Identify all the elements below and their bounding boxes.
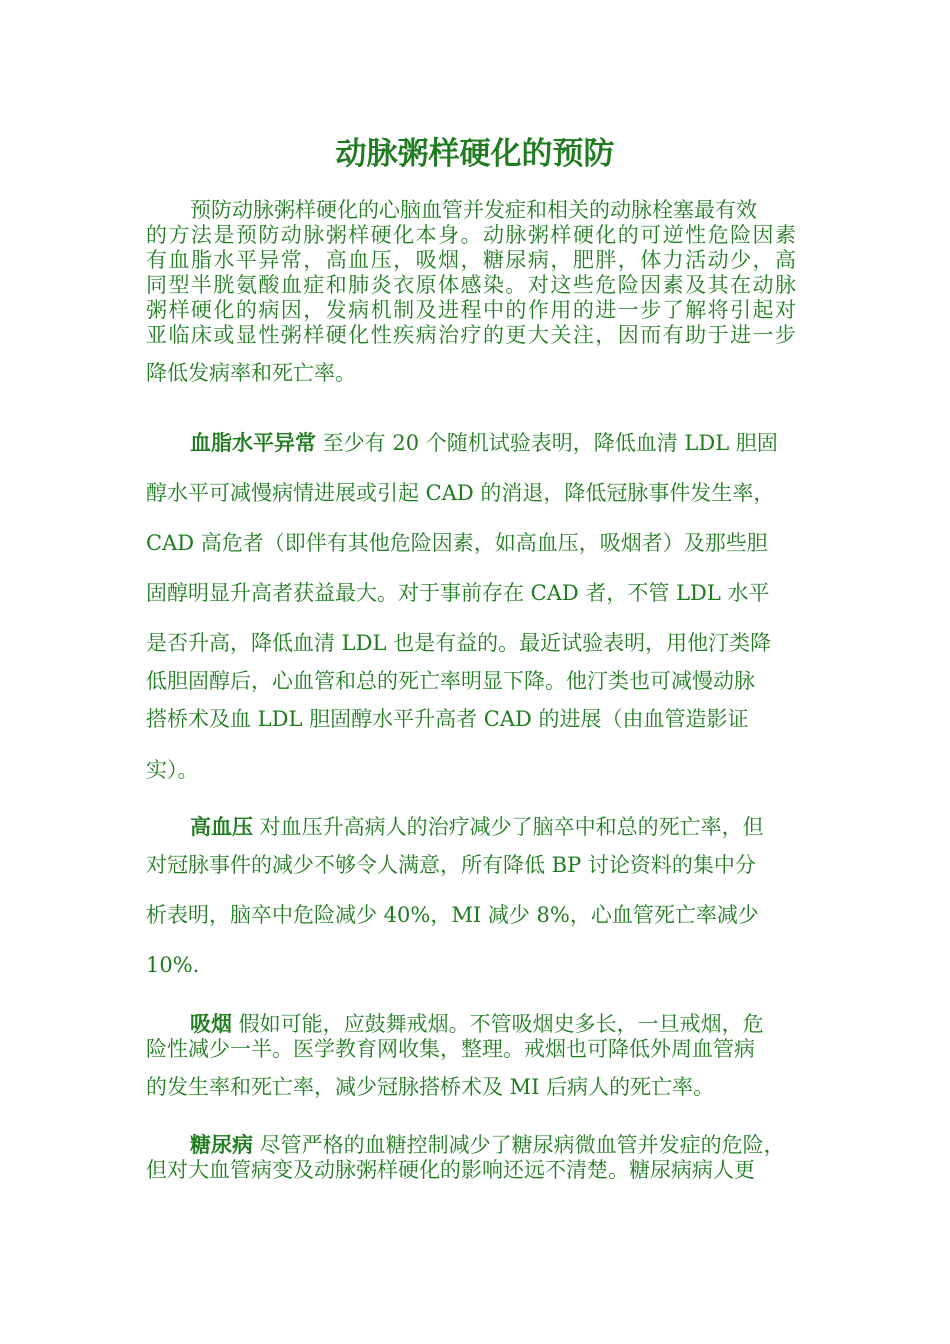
intro-line: 有血脂水平异常，高血压，吸烟，糖尿病，肥胖，体力活动少，高: [146, 248, 796, 272]
lipid-line: 搭桥术及血 LDL 胆固醇水平升高者 CAD 的进展（由血管造影证: [146, 707, 749, 731]
intro-line: 的方法是预防动脉粥样硬化本身。动脉粥样硬化的可逆性危险因素: [146, 223, 796, 247]
hypertension-heading: 高血压: [190, 815, 253, 839]
lipid-line: 低胆固醇后，心血管和总的死亡率明显下降。他汀类也可减慢动脉: [146, 669, 755, 693]
diabetes-heading: 糖尿病: [190, 1133, 253, 1157]
smoking-line: 的发生率和死亡率，减少冠脉搭桥术及 MI 后病人的死亡率。: [146, 1075, 715, 1099]
smoking-line: 险性减少一半。医学教育网收集，整理。戒烟也可降低外周血管病: [146, 1037, 755, 1061]
intro-line: 粥样硬化的病因，发病机制及进程中的作用的进一步了解将引起对: [146, 298, 796, 322]
intro-line: 亚临床或显性粥样硬化性疾病治疗的更大关注，因而有助于进一步: [146, 323, 796, 347]
hypertension-first-line: [190, 814, 764, 840]
lipid-text: 至少有 20 个随机试验表明，降低血清 LDL 胆固: [316, 431, 778, 455]
lipid-line: CAD 高危者（即伴有其他危险因素，如高血压，吸烟者）及那些胆: [146, 531, 768, 555]
lipid-first-line: [190, 430, 778, 456]
smoking-heading: 吸烟: [190, 1012, 232, 1036]
diabetes-line: 但对大血管病变及动脉粥样硬化的影响还远不清楚。糖尿病病人更: [146, 1158, 755, 1182]
diabetes-text: 尽管严格的血糖控制减少了糖尿病微血管并发症的危险，: [253, 1133, 785, 1157]
lipid-line: 固醇明显升高者获益最大。对于事前存在 CAD 者，不管 LDL 水平: [146, 581, 770, 605]
lipid-heading: 血脂水平异常: [190, 431, 316, 455]
smoking-text: 假如可能，应鼓舞戒烟。不管吸烟史多长，一旦戒烟，危: [232, 1012, 764, 1036]
diabetes-first-line: [190, 1132, 785, 1158]
lipid-line: 醇水平可减慢病情进展或引起 CAD 的消退，降低冠脉事件发生率，: [146, 481, 775, 505]
lipid-line: 实）。: [146, 758, 199, 782]
intro-line: 预防动脉粥样硬化的心脑血管并发症和相关的动脉栓塞最有效: [190, 198, 757, 222]
hypertension-line: 10%.: [146, 953, 200, 977]
smoking-first-line: [190, 1011, 764, 1037]
intro-line: 降低发病率和死亡率。: [146, 361, 356, 385]
intro-line: 同型半胱氨酸血症和肺炎衣原体感染。对这些危险因素及其在动脉: [146, 273, 796, 297]
lipid-line: 是否升高，降低血清 LDL 也是有益的。最近试验表明，用他汀类降: [146, 631, 772, 655]
page-title: 动脉粥样硬化的预防: [335, 136, 615, 172]
hypertension-line: 析表明，脑卒中危险减少 40%，MI 减少 8%，心血管死亡率减少: [146, 903, 759, 927]
hypertension-text: 对血压升高病人的治疗减少了脑卒中和总的死亡率，但: [253, 815, 764, 839]
hypertension-line: 对冠脉事件的减少不够令人满意，所有降低 BP 讨论资料的集中分: [146, 853, 756, 877]
